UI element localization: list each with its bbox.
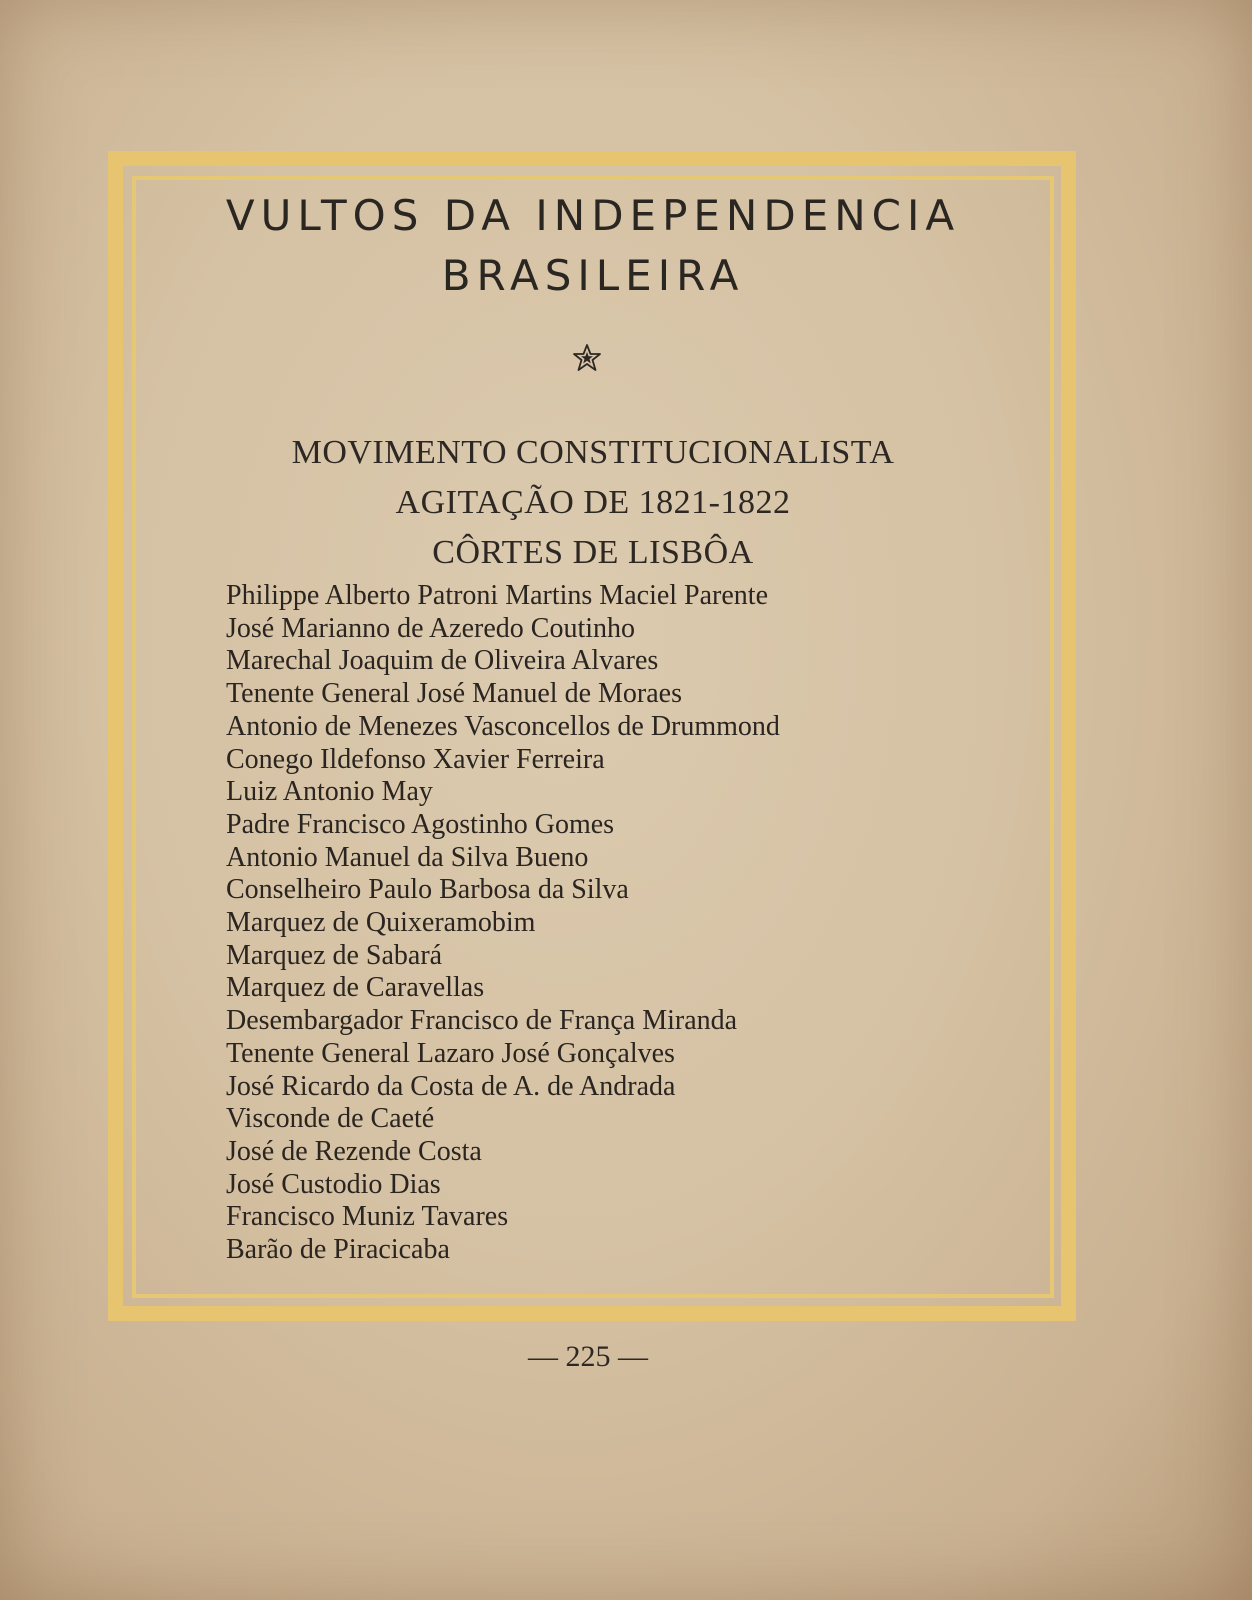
list-item: Tenente General José Manuel de Moraes — [226, 678, 682, 710]
list-item: José Marianno de Azeredo Coutinho — [226, 612, 636, 644]
list-item: Luiz Antonio May — [226, 776, 433, 808]
list-item: Marquez de Sabará — [226, 939, 443, 971]
star-ornament-icon — [572, 343, 602, 373]
list-item: Barão de Piracicaba — [226, 1234, 450, 1266]
list-item: Conego Ildefonso Xavier Ferreira — [226, 743, 605, 775]
list-item: Philippe Alberto Patroni Martins Maciel Parente — [226, 580, 769, 611]
list-item: Marquez de Caravellas — [226, 972, 485, 1004]
list-item: José Custodio Dias — [226, 1168, 441, 1200]
names-list — [226, 580, 780, 1267]
list-item: José Ricardo da Costa de A. de Andrada — [226, 1070, 676, 1102]
title-line-2: BRASILEIRA — [441, 251, 745, 300]
section-line-3: CÔRTES DE LISBÔA — [432, 534, 754, 571]
list-item: Desembargador Francisco de França Miranda — [226, 1005, 738, 1037]
section-line-1: MOVIMENTO CONSTITUCIONALISTA — [291, 434, 895, 471]
section-line-2: AGITAÇÃO DE 1821-1822 — [395, 484, 791, 521]
list-item: Conselheiro Paulo Barbosa da Silva — [226, 874, 629, 906]
list-item: Francisco Muniz Tavares — [226, 1201, 509, 1233]
page-number: — 225 — — [528, 1340, 648, 1373]
list-item: Marquez de Quixeramobim — [226, 907, 536, 939]
list-item: Antonio de Menezes Vasconcellos de Drummond — [226, 710, 780, 742]
title-line-1: VULTOS DA INDEPENDENCIA — [225, 191, 961, 240]
list-item: Padre Francisco Agostinho Gomes — [226, 808, 615, 840]
section-heading — [140, 428, 1046, 578]
list-item: Visconde de Caeté — [226, 1103, 435, 1135]
list-item: Antonio Manuel da Silva Bueno — [226, 841, 589, 873]
list-item: Tenente General Lazaro José Gonçalves — [226, 1037, 675, 1069]
list-item: Marechal Joaquim de Oliveira Alvares — [226, 645, 659, 677]
page-title — [140, 186, 1046, 306]
list-item: José de Rezende Costa — [226, 1135, 482, 1167]
